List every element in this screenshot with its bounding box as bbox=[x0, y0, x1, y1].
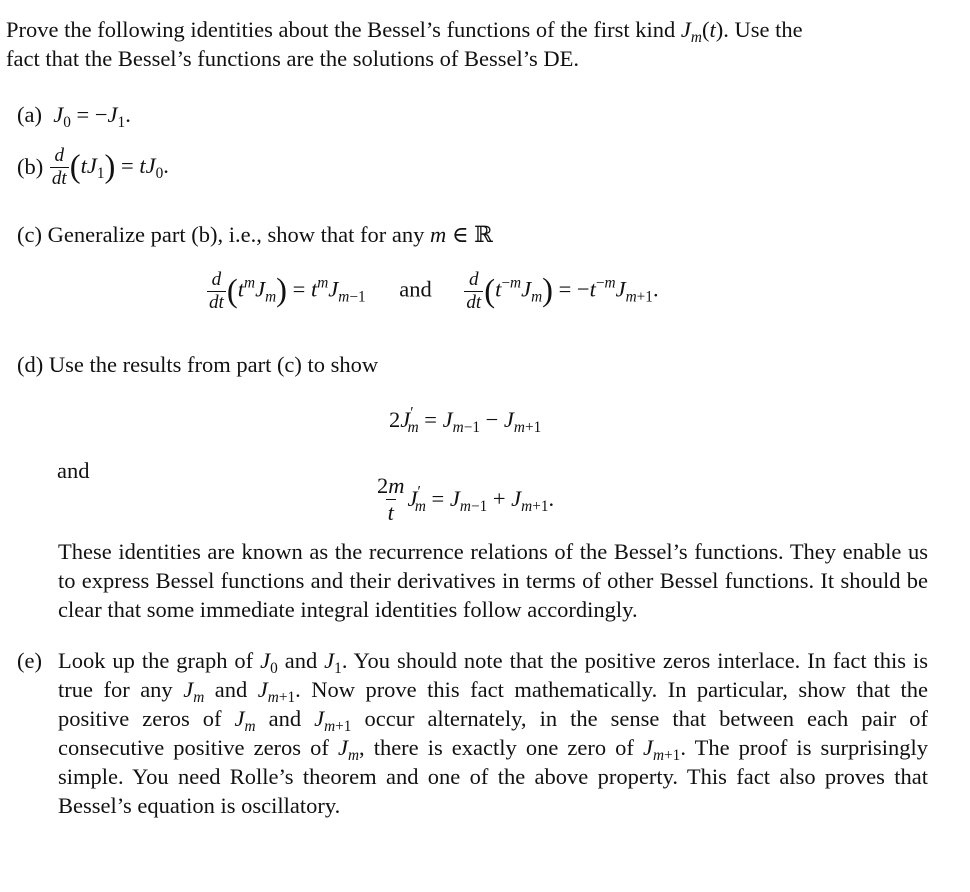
intro-text-1: Prove the following identities about the Bessel’s functions of the first kind bbox=[6, 17, 676, 42]
intro-line-1 bbox=[6, 15, 803, 44]
part-d-closing: These identities are known as the recurrence relations of the Bessel’s functions. They enable us to express Bessel functions and their derivatives in terms of other Bessel functions. It should be clear that some immediate integral identities follow accordingly. bbox=[58, 539, 928, 622]
part-d-eq1: $2J'_m = J_{m-1} - J_{m+1}$ bbox=[389, 404, 542, 436]
part-c-label: (c) bbox=[17, 222, 42, 247]
intro-text-1-end: . Use the bbox=[723, 17, 803, 42]
part-a bbox=[17, 100, 131, 129]
part-d bbox=[17, 350, 378, 379]
part-b-label: (b) bbox=[17, 154, 44, 180]
part-d-text: Use the results from part (c) to show bbox=[48, 352, 379, 377]
part-c-and: and bbox=[399, 276, 432, 302]
part-e-label: (e) bbox=[17, 648, 42, 673]
part-b-equation: $\frac{d}{dt}$ $(tJ_1) = tJ_0$. bbox=[51, 145, 169, 190]
part-d-eq2: $\frac{2m}{t}$ $J'_m = J_{m-1} + J_{m+1}$. bbox=[377, 473, 555, 525]
part-d-and: and bbox=[57, 458, 90, 483]
part-c-equations: $\frac{d}{dt}$ $(t^mJ_m) = t^mJ_{m-1}$ and $\frac{d}{dt}$ $(t^{-m}J_m) = -t^{-m}J_{m+1}$. bbox=[209, 269, 659, 314]
part-d-label: (d) bbox=[17, 352, 44, 377]
intro-line-2: fact that the Bessel’s functions are the solutions of Bessel’s DE. bbox=[6, 46, 580, 71]
math-m-in-R: m ∈ ℝ bbox=[429, 222, 493, 247]
part-a-label: (a) bbox=[17, 102, 42, 127]
part-c bbox=[17, 220, 493, 249]
part-e-text: Look up the graph of $J_0$ and $J_1$. You should note that the positive zeros interlace. In fact this is true for any $J_m$ and $J_{m+1}$. Now prove this fact mathematically. In particular, show that the positive zeros of $J_m$ and $J_{m+1}$ occur alternately, in the sense that between each pair of consecutive positive zeros of $J_m$, there is exactly one zero of $J_{m+1}$. The proof is surprisingly simple. You need Rolle’s theorem and one of the above property. This fact also proves that Bessel’s equation is oscillatory. bbox=[58, 648, 929, 818]
part-a-equation: $J_0 = -J_1$. bbox=[53, 102, 131, 131]
part-c-text: Generalize part (b), i.e., show that for any bbox=[47, 222, 425, 247]
part-b bbox=[17, 146, 169, 189]
math-jm-t: $J_m(t)$ bbox=[680, 17, 724, 46]
